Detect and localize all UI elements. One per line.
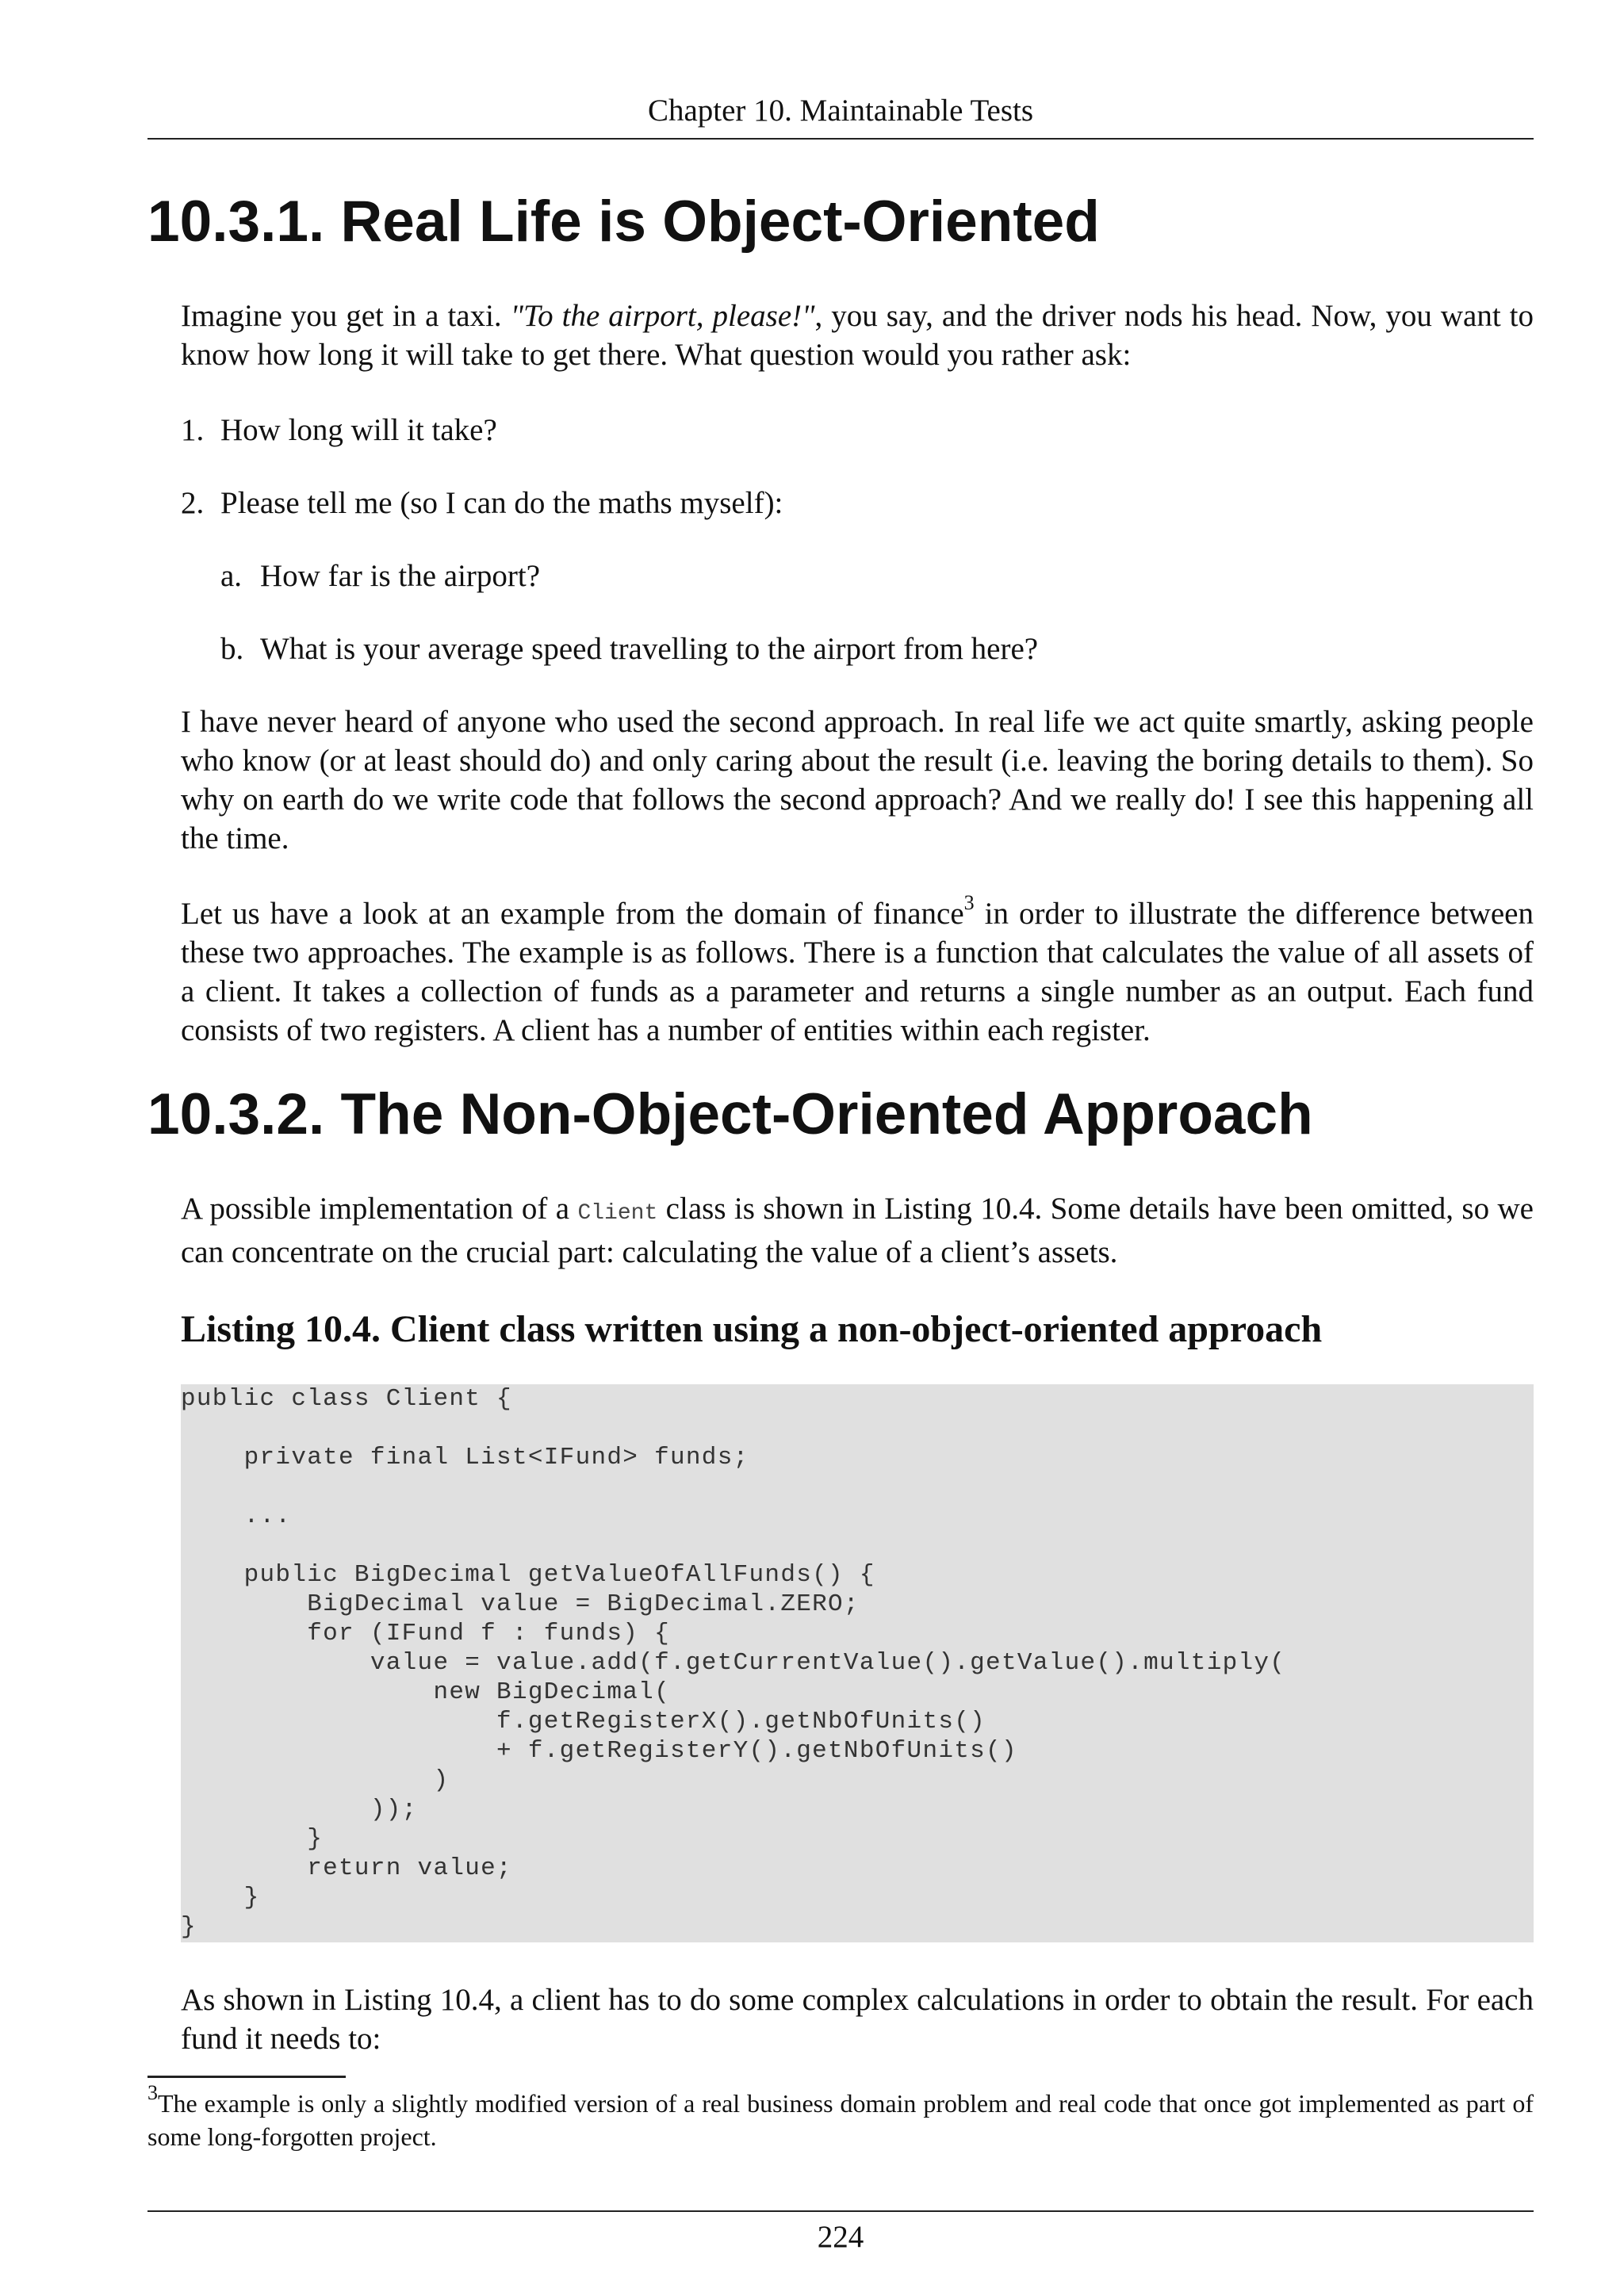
client-text-start: A possible implementation of a [181, 1192, 578, 1226]
footnote-text: The example is only a slightly modified version of a real business domain problem and real code that once got implemented as part of some long-forgotten project. [147, 2089, 1534, 2151]
finance-text-end: in order to illustrate the difference between these two approaches. The example is as follows. There is a function that calculates the value of all assets of a client. It takes a collection of funds as a parameter and returns a single number as an output. Each fund consists of two registers. A client has a number of entities within each register. [181, 897, 1534, 1047]
sub-item-b [220, 629, 1038, 668]
list-item-1-text: How long will it take? [220, 413, 497, 447]
intro-text-start: Imagine you get in a taxi. [181, 299, 511, 333]
footnote-reference[interactable]: 3 [963, 891, 975, 914]
intro-quote: "To the airport, please!" [510, 299, 815, 333]
list-item-2 [181, 484, 783, 522]
intro-paragraph [181, 297, 1534, 374]
list-item-2-text: Please tell me (so I can do the maths myself): [220, 486, 783, 520]
paragraph-client-class [181, 1189, 1534, 1272]
sub-item-a-text: How far is the airport? [260, 559, 541, 593]
inline-code-client: Client [577, 1201, 658, 1226]
sub-item-b-letter: b. [220, 632, 244, 666]
paragraph-second-approach: I have never heard of anyone who used the second approach. In real life we act quite smartly, asking people who know (or at least should do) and only caring about the result (i.e. leaving the boring details to them). So why on earth do we write code that follows the second approach? And we really do! I see this happening all the time. [181, 705, 1534, 855]
sub-item-a [220, 557, 540, 595]
header-rule [147, 138, 1534, 140]
footnote-marker: 3 [147, 2081, 158, 2105]
intro-text-end: , you say, and the driver nods his head. Now, you want to know how long it will take to get there. What question would you rather ask: [181, 299, 1534, 372]
list-item-1-number: 1. [181, 413, 205, 447]
list-item-2-number: 2. [181, 486, 205, 520]
section-heading-10-3-1: 10.3.1. Real Life is Object-Oriented [147, 189, 1100, 254]
running-header: Chapter 10. Maintainable Tests [647, 94, 1034, 128]
paragraph-complex-calculations: As shown in Listing 10.4, a client has to do some complex calculations in order to obtain the result. For each fund it needs to: [181, 1983, 1534, 2056]
listing-title: Listing 10.4. Client class written using a non-object-oriented approach [181, 1308, 1323, 1350]
list-item-1 [181, 411, 497, 450]
finance-text-start: Let us have a look at an example from the domain of finance [181, 897, 964, 931]
footer-rule [147, 2210, 1534, 2212]
code-listing-text: public class Client { private final List<IFund> funds; ... public BigDecimal getValueOfAllFunds() { BigDecimal value = BigDecimal.ZERO; for (IFund f : funds) { value = value.add(f.getCurrentValue().getValue().multiply( new BigDecimal( f.getRegisterX().getNbOfUnits() + f.getRegisterY().getNbOfUnits() ) )); } return value; } } [181, 1385, 1286, 1941]
code-listing [181, 1384, 1534, 1942]
sub-item-b-text: What is your average speed travelling to the airport from here? [260, 632, 1039, 666]
sub-item-a-letter: a. [220, 559, 243, 593]
section-heading-10-3-2: 10.3.2. The Non-Object-Oriented Approach [147, 1082, 1313, 1146]
client-text-end: class is shown in Listing 10.4. Some details have been omitted, so we can concentrate on the crucial part: calculating the value of a client’s assets. [181, 1192, 1534, 1269]
page-number: 224 [817, 2220, 864, 2254]
footnote [147, 2081, 1534, 2153]
footnote-rule [147, 2076, 346, 2078]
paragraph-finance-example [181, 891, 1534, 1050]
